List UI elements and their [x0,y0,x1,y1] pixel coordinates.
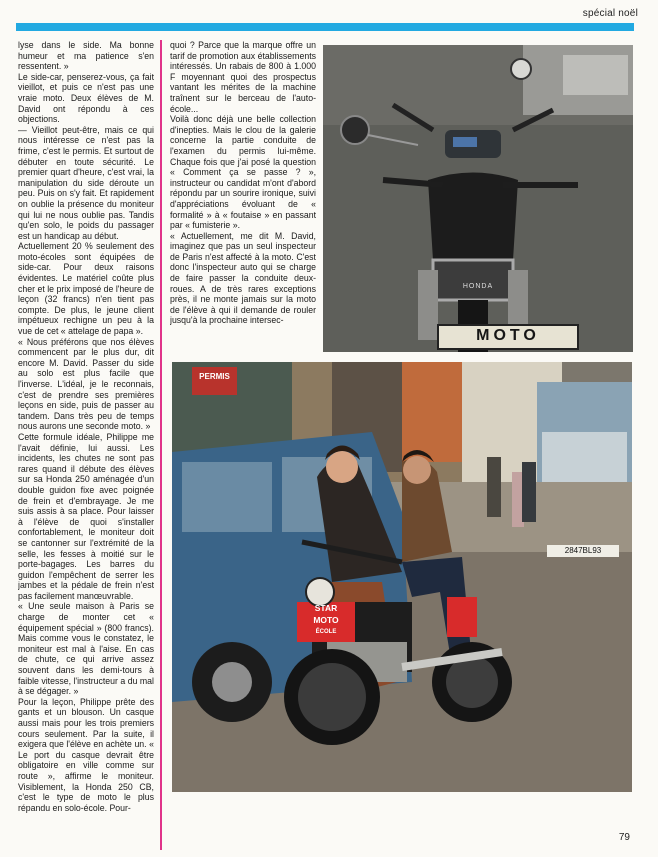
sign-line: ÉCOLE [315,629,337,635]
article-paragraph: Actuellement 20 % seulement des moto-écoles sont équipées de side-car. Pour deux raisons évidentes. Le matériel coûte plus cher et le prix imposé de l'heure de leçon (32 francs) n'en tient pas compte. De plus, le jeune client impétueux rechigne un peu à la vue de cet « attelage de papa ». [18,241,154,337]
street-motorcycle-photo [172,362,632,792]
article-paragraph: « Actuellement, me dit M. David, imaginez que pas un seul inspecteur de Paris n'est affecté à la moto. C'est donc l'inspecteur auto qui se charge de faire passer la conduite deux-roues. A de très rares exceptions près, il ne monte jamais sur la moto de l'élève à qui il demande de rouler jusqu'à la prochaine intersec- [170,230,316,326]
article-paragraph: Voilà donc déjà une belle collection d'inepties. Mais le clou de la galerie concerne la partie conduite de l'examen du permis lui-même. Chaque fois que j'ai posé la question « Comment ça se passe ? », instructeur ou candidat m'ont d'abord répondu par un sourire ironique, suivi d'appréciations évoluant de « formalité » à « foutaise » en passant par « fumisterie ». [170,114,316,231]
sign-line: STAR [314,603,338,613]
column-divider [160,40,162,850]
sign-line: MOTO [313,615,339,625]
shop-sign: PERMIS [199,372,230,381]
article-middle-column [170,40,316,355]
section-label: spécial noël [582,8,638,19]
article-paragraph: — Vieillot peut-être, mais ce qui nous intéresse ce n'est pas la frime, c'est le permis. Et surtout de débuter en toute sécurité. Le premier quart d'heure, c'est vrai, la manipulation du side déroute un peu. Puis on s'y fait. Et rapidement on oublie la présence du moniteur qui lui ne nous oublie pas. Tandis qu'en solo, le poids du passager est un handicap au début. [18,124,154,241]
motorcycle-rear-photo [323,45,633,352]
moto-ecole-sign [297,602,355,642]
article-paragraph: Cette formule idéale, Philippe me l'avait définie, lui aussi. Les incidents, les chutes ne sont pas rares quand il débute des élèves sur sa Honda 250 aménagée d'un double guidon fixe avec poignée de frein et d'embrayage. Je me suis assis à sa place. Pour laisser à l'élève de quoi s'installer confortablement, le moniteur doit se cantonner sur l'extrémité de la selle, les fesses à moitié sur le porte-bagages. Les barres du guidon l'empêchent de serrer les jambes et la pédale de frein n'est pas facilement manœuvrable. [18,431,154,601]
article-paragraph: « Nous préférons que nos élèves commencent par le plus dur, dit encore M. David. Passer du side au solo est plus facile que l'inverse. L'idéal, je le reconnais, c'est de prendre ses premières leçons en side, puis de passer au tandem. Dans très peu de temps nous aurons une seconde moto. » [18,336,154,432]
motorcycle-plate-text: MOTO [476,327,540,344]
article-paragraph: « Une seule maison à Paris se charge de monter cet « équipement spécial » (800 francs). Mais comme vous le constatez, le moniteur est mal à l'aise. En cas de chute, ce qui arrive assez souvent dans les demi-tours à faible vitesse, l'instructeur a du mal à se dégager. » [18,601,154,697]
article-paragraph: lyse dans le side. Ma bonne humeur et ma patience s'en ressentent. » [18,40,154,72]
truck-license-plate: 2847BL93 [547,545,619,557]
article-paragraph: quoi ? Parce que la marque offre un tarif de promotion aux établissements intéressés. Un rabais de 800 à 1.000 F moyennant quoi des prospectus vantant les mérites de la machine traînent sur le berceau de l'auto-école... [170,40,316,114]
article-left-column [18,40,154,848]
header-color-bar [16,23,634,31]
motorcycle-brand-text: HONDA [462,283,494,290]
motorcycle-rear-illustration [323,45,633,352]
article-paragraph: Le side-car, penserez-vous, ça fait vieillot, et puis ce n'est pas une vraie moto. Deux élèves de M. David ont répondu à ces objections. [18,71,154,125]
street-scene-illustration [172,362,632,792]
article-paragraph: Pour la leçon, Philippe prête des gants et un blouson. Un casque aussi mais pour les trois premiers cours seulement. Par la suite, il exigera que l'élève en achète un. « Le port du casque devrait être obligatoire en ville comme sur route », affirme le moniteur. Visiblement, la Honda 250 CB, c'est le type de moto le plus répandu en solo-école. Pour- [18,696,154,813]
page-number: 79 [618,832,630,843]
